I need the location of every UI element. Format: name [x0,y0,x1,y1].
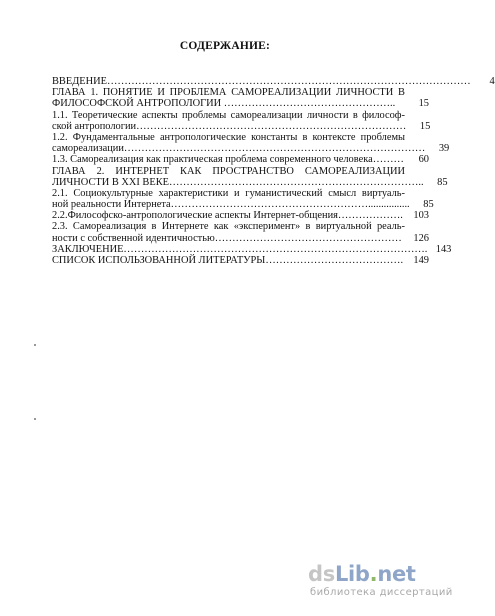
toc-page-number: 85 [437,176,448,188]
toc-line [52,210,429,221]
toc-page-number: 15 [418,98,429,110]
toc-entry [52,87,429,109]
toc-line [52,199,434,211]
scan-speck [34,418,36,420]
toc-line-text: ности с собственной идентичностью……………………………………………… [52,232,402,244]
toc-line-text: ЗАКЛЮЧЕНИЕ……………………………………………………………………………. [52,243,428,255]
toc-page-number: 60 [418,154,429,166]
toc-line [52,154,429,165]
toc-line [52,233,429,244]
toc-entry [52,187,434,211]
toc-line-text: 1.2. Фундаментальные антропологические константы в контексте проблемы [52,131,405,143]
toc-line [52,87,429,98]
toc-line-text: ГЛАВА 1. ПОНЯТИЕ И ПРОБЛЕМА САМОРЕАЛИЗАЦИИ ЛИЧНОСТИ В [52,87,405,99]
toc-entry [52,154,429,165]
toc-line [52,76,495,87]
watermark [308,562,453,602]
toc-page-number: 126 [413,232,429,244]
toc-line-text: самореализации…………………………………………………………………………… [52,143,426,155]
toc-line-text: ГЛАВА 2. ИНТЕРНЕТ КАК ПРОСТРАНСТВО САМОРЕАЛИЗАЦИИ [52,165,405,177]
toc-entry [52,243,452,255]
toc-line [52,110,429,121]
watermark-subtitle: библиотека диссертаций [310,587,453,598]
toc-line [52,243,452,255]
toc-line [52,188,429,199]
toc-entry [52,165,448,188]
toc-entry [52,210,429,221]
page-title: СОДЕРЖАНИЕ: [179,40,271,52]
toc-entry [52,110,429,132]
toc-line [52,255,429,266]
toc-line-text: 1.1. Теоретические аспекты проблемы самореализации личности в философ- [52,109,405,121]
toc-page-number: 15 [419,120,431,132]
toc-page-number: 4 [489,76,495,87]
toc-line-text: ВВЕДЕНИЕ…………………………………………………………………………………………… [52,76,471,87]
toc-line-text: ской антропологии…………………………………………………………………… [52,120,407,132]
toc-line [52,176,448,188]
toc-page-number: 85 [423,199,434,211]
toc-page-number: 143 [435,243,452,255]
toc-page-number: 39 [438,143,450,155]
toc-line [52,98,429,109]
table-of-contents [52,76,495,266]
toc-line-text: 2.2.Философско-антропологические аспекты Интернет-общения………………. [52,210,403,222]
toc-line [52,166,429,177]
toc-line-text: ной реальности Интернета…………………………………………………................ [52,199,410,211]
toc-line-text: 2.1. Социокультурные характеристики и гуманистический смысл виртуаль- [52,187,405,199]
toc-line [52,132,429,143]
toc-line [52,121,429,132]
watermark-logo: dsLib.net [308,562,416,586]
toc-line-text: 1.3. Самореализация как практическая проблема современного человека……… [52,154,404,166]
toc-line-text: ФИЛОСОФСКОЙ АНТРОПОЛОГИИ ………………………………………….. [52,98,396,110]
toc-line-text: 2.3. Самореализация в Интернете как «эксперимент» в виртуальной реаль- [52,221,405,233]
toc-entry [52,255,429,266]
toc-line [52,143,450,155]
toc-entry [52,131,450,155]
toc-line [52,221,429,232]
toc-line-text: СПИСОК ИСПОЛЬЗОВАННОЙ ЛИТЕРАТУРЫ…………………………………. [52,255,404,266]
toc-entry [52,221,429,243]
scan-speck [34,344,36,346]
toc-page-number: 149 [413,255,429,266]
toc-line-text: ЛИЧНОСТИ В XXI ВЕКЕ……………………………………………………………….. [52,176,424,188]
toc-page-number: 103 [413,210,429,222]
toc-entry [52,76,495,87]
